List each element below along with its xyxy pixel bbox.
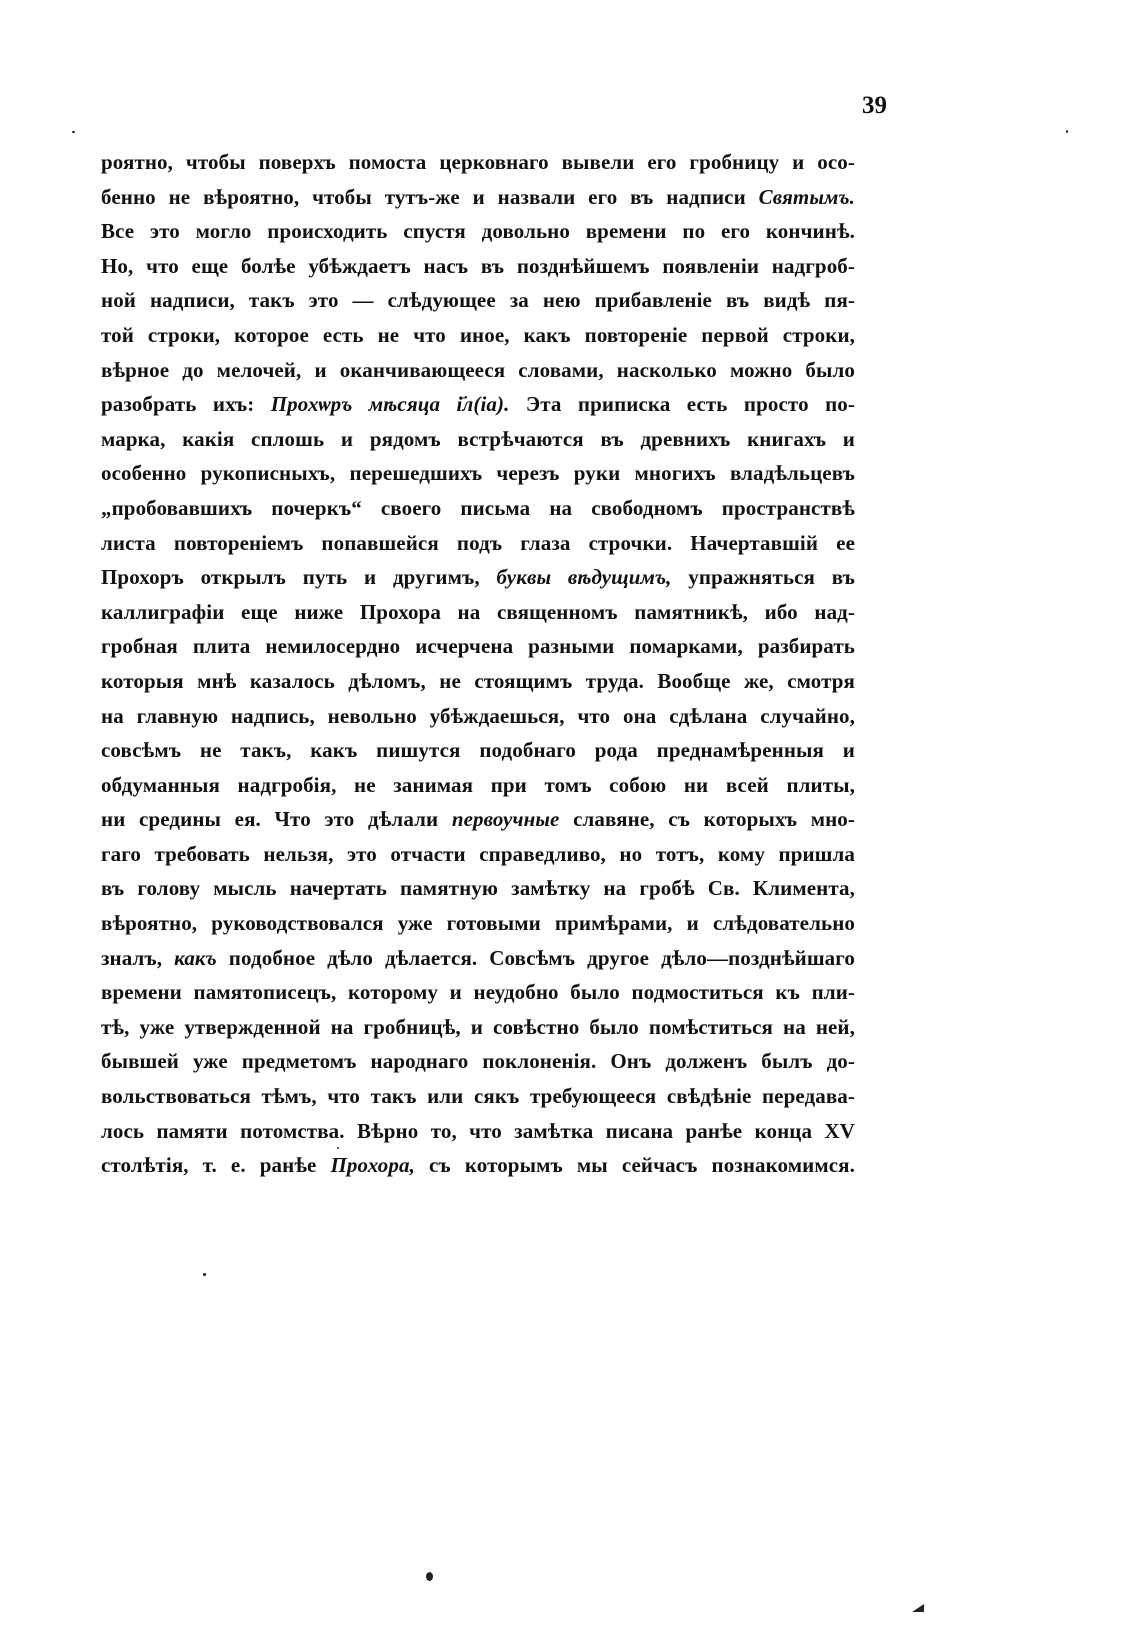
text-segment: бенно не вѣроятно, чтобы тутъ-же и назвали его въ надписи	[101, 184, 759, 209]
italic-text: Прохѡръ мѣсяца і҃л(іа).	[270, 392, 510, 417]
text-segment: которыя мнѣ казалось дѣломъ, не стоящимъ труда. Вообще же, смотря	[101, 668, 855, 693]
text-line	[101, 664, 855, 699]
text-segment: Но, что еще болѣе убѣждаетъ насъ въ позднѣйшемъ появленіи надгроб-	[101, 253, 855, 278]
italic-text: Святымъ.	[758, 184, 855, 209]
text-line	[101, 699, 855, 734]
text-segment: листа повтореніемъ попавшейся подъ глаза строчки. Начертавшій ее	[101, 530, 855, 555]
text-segment: тѣ, уже утвержденной на гробницѣ, и совѣстно было помѣститься на ней,	[101, 1014, 855, 1039]
text-line	[101, 456, 855, 491]
text-line	[101, 768, 855, 803]
text-line	[101, 629, 855, 664]
body-text	[101, 145, 855, 1183]
text-line	[101, 180, 855, 215]
text-segment: разобрать ихъ:	[101, 392, 271, 417]
text-segment: на главную надпись, невольно убѣждаешься, что она сдѣлана случайно,	[101, 703, 855, 728]
scan-speck	[1066, 130, 1068, 133]
text-segment: „пробовавшихъ почеркъ“ своего письма на свободномъ пространствѣ	[101, 495, 855, 520]
scan-mark	[912, 1604, 924, 1612]
text-line	[101, 526, 855, 561]
text-segment: вѣроятно, руководствовался уже готовыми примѣрами, и слѣдовательно	[101, 911, 855, 936]
text-segment: вольствоваться тѣмъ, что такъ или сякъ требующееся свѣдѣніе передава-	[101, 1084, 855, 1109]
text-line	[101, 422, 855, 457]
text-segment: гаго требовать нельзя, это отчасти справедливо, но тотъ, кому пришла	[101, 841, 855, 866]
text-segment: бывшей уже предметомъ народнаго поклоненія. Онъ долженъ былъ до-	[101, 1049, 855, 1074]
text-segment: роятно, чтобы поверхъ помоста церковнаго вывели его гробницу и осо-	[101, 150, 855, 174]
italic-text: первоучные	[451, 807, 560, 832]
text-line	[101, 975, 855, 1010]
scan-speck	[337, 1147, 339, 1149]
scan-speck	[203, 1273, 206, 1276]
text-segment: особенно рукописныхъ, перешедшихъ черезъ руки многихъ владѣльцевъ	[101, 461, 855, 486]
italic-text: Прохора,	[330, 1153, 415, 1178]
text-line	[101, 318, 855, 353]
text-line	[101, 1114, 855, 1149]
text-segment: славяне, съ которыхъ мно-	[559, 807, 855, 832]
text-line	[101, 837, 855, 872]
text-line	[101, 387, 855, 422]
text-line	[101, 941, 855, 976]
text-segment: съ которымъ мы сейчасъ познакомимся.	[414, 1153, 855, 1178]
text-line	[101, 595, 855, 630]
text-line	[101, 906, 855, 941]
text-line	[101, 1010, 855, 1045]
text-segment: ни средины ея. Что это дѣлали	[101, 807, 452, 832]
text-line	[101, 214, 855, 249]
text-segment: зналъ,	[101, 945, 175, 970]
text-line	[101, 249, 855, 284]
text-segment: Эта приписка есть просто по-	[509, 392, 855, 417]
scan-speck	[426, 1572, 433, 1581]
text-segment: обдуманныя надгробія, не занимая при томъ собою ни всей плиты,	[101, 772, 855, 797]
text-line	[101, 871, 855, 906]
text-segment: лось памяти потомства. Вѣрно то, что замѣтка писана ранѣе конца XV	[101, 1118, 855, 1143]
italic-text: какъ	[174, 945, 217, 970]
text-segment: каллиграфіи еще ниже Прохора на священномъ памятникѣ, ибо над-	[101, 599, 855, 624]
italic-text: буквы вѣдущимъ,	[496, 565, 672, 590]
text-line	[101, 733, 855, 768]
text-segment: Все это могло происходить спустя довольно времени по его кончинѣ.	[101, 219, 855, 244]
text-segment: столѣтія, т. е. ранѣе	[101, 1153, 331, 1178]
text-line	[101, 802, 855, 837]
text-segment: ной надписи, такъ это — слѣдующее за нею прибавленіе въ видѣ пя-	[101, 288, 855, 313]
text-segment: времени памятописецъ, которому и неудобно было подмоститься къ пли-	[101, 980, 855, 1005]
text-segment: той строки, которое есть не что иное, какъ повтореніе первой строки,	[101, 322, 855, 347]
text-segment: упражняться въ	[671, 565, 855, 590]
text-segment: подобное дѣло дѣлается. Совсѣмъ другое дѣло—позднѣйшаго	[216, 945, 855, 970]
text-line	[101, 1079, 855, 1114]
page-number: 39	[862, 92, 887, 119]
text-segment: марка, какія сплошь и рядомъ встрѣчаются въ древнихъ книгахъ и	[101, 426, 855, 451]
text-segment: гробная плита немилосердно исчерчена разными помарками, разбирать	[101, 634, 855, 659]
text-line	[101, 283, 855, 318]
text-line	[101, 1044, 855, 1079]
text-line	[101, 560, 855, 595]
text-line	[101, 145, 855, 180]
text-line	[101, 491, 855, 526]
text-segment: въ голову мысль начертать памятную замѣтку на гробѣ Св. Климента,	[101, 876, 855, 901]
text-segment: Прохоръ открылъ путь и другимъ,	[101, 565, 497, 590]
scan-speck	[72, 131, 75, 133]
text-segment: совсѣмъ не такъ, какъ пишутся подобнаго рода преднамѣренныя и	[101, 738, 855, 763]
text-segment: вѣрное до мелочей, и оканчивающееся словами, насколько можно было	[101, 357, 855, 382]
text-line	[101, 1148, 855, 1183]
text-line	[101, 353, 855, 388]
